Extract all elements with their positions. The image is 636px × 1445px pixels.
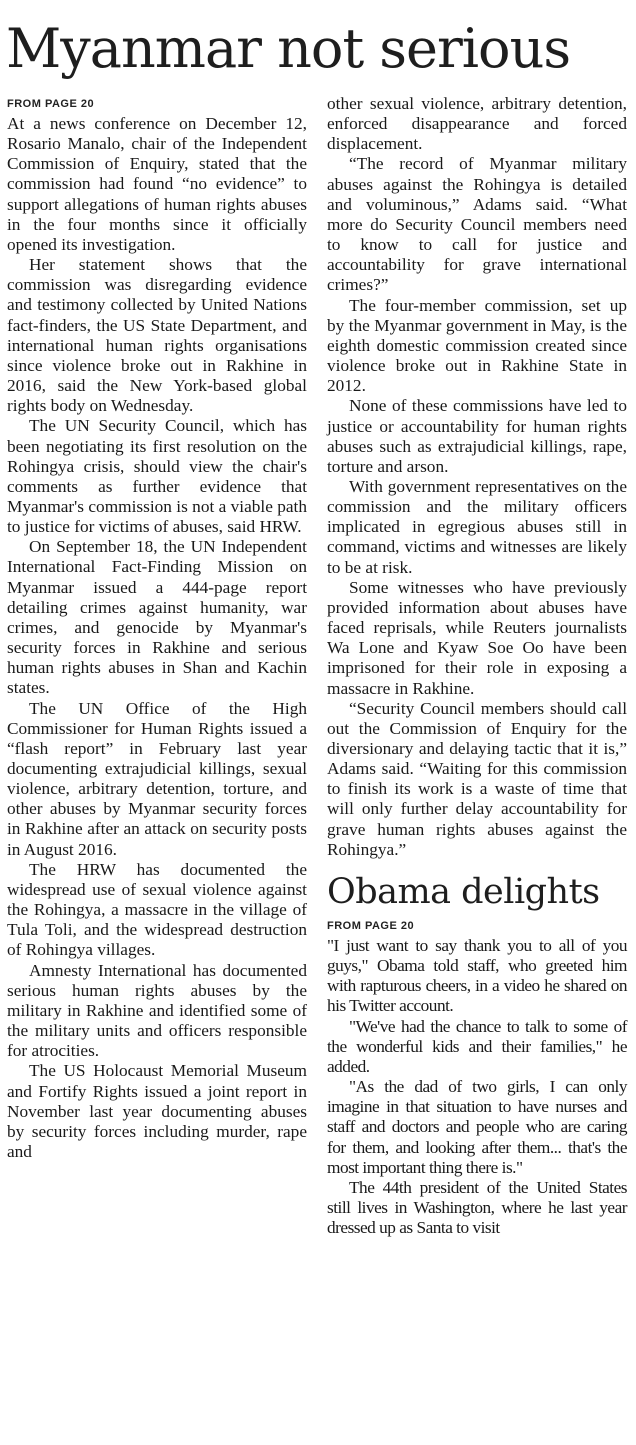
article-right-column <box>327 94 627 1238</box>
article-paragraph: At a news conference on December 12, Rosario Manalo, chair of the Independent Commission of Enquiry, stated that the commission had found “no evidence” to support allegations of human rights abuses in the four months since it officially opened its investigation. <box>7 114 307 254</box>
article-paragraph: The four-member commission, set up by the Myanmar government in May, is the eighth domestic commission created since violence broke out in Rakhine State in 2012. <box>327 295 627 396</box>
article-paragraph: On September 18, the UN Independent International Fact-Finding Mission on Myanmar issued a 444-page report detailing crimes against humanity, war crimes, and genocide by Myanmar's security forces in Rakhine and serious human rights abuses in Shan and Kachin states. <box>7 537 307 698</box>
article-paragraph: None of these commissions have led to justice or accountability for human rights abuses such as extrajudicial killings, rape, torture and arson. <box>327 396 627 476</box>
article-paragraph: The 44th president of the United States still lives in Washington, where he last year dressed up as Santa to visit <box>327 1177 627 1238</box>
article-paragraph: The UN Office of the High Commissioner for Human Rights issued a “flash report” in February last year documenting extrajudicial killings, sexual violence, arbitrary detention, torture, and other abuses by Myanmar security forces in Rakhine after an attack on security posts in August 2016. <box>7 698 307 859</box>
article-paragraph: Amnesty International has documented serious human rights abuses by the military in Rakhine and identified some of the military units and officers responsible for atrocities. <box>7 960 307 1061</box>
article-paragraph: other sexual violence, arbitrary detention, enforced disappearance and forced displacement. <box>327 94 627 154</box>
second-article-headline: Obama delights <box>327 871 600 912</box>
article-paragraph: “The record of Myanmar military abuses against the Rohingya is detailed and voluminous,” Adams said. “What more do Security Council members need to know to call for justice and accountability for grave international crimes?” <box>327 154 627 295</box>
from-page-label: FROM PAGE 20 <box>327 919 415 932</box>
article-paragraph: Her statement shows that the commission was disregarding evidence and testimony collected by United Nations fact-finders, the US State Department, and international human rights organisations since violence broke out in Rakhine in 2016, said the New York-based global rights body on Wednesday. <box>7 255 307 416</box>
article-paragraph: The HRW has documented the widespread use of sexual violence against the Rohingya, a massacre in the village of Tula Toli, and the widespread destruction of Rohingya villages. <box>7 859 307 960</box>
page-headline: Myanmar not serious <box>6 17 571 80</box>
from-page-label: FROM PAGE 20 <box>7 98 95 110</box>
article-paragraph: "As the dad of two girls, I can only imagine in that situation to have nurses and staff and doctors and people who are caring for them, and looking after them... that's the most important thing there is." <box>327 1077 627 1177</box>
article-paragraph: "We've had the chance to talk to some of the wonderful kids and their families," he added. <box>327 1016 627 1076</box>
article-paragraph: “Security Council members should call out the Commission of Enquiry for the diversionary and delaying tactic that it is,” Adams said. “Waiting for this commission to finish its work is a waste of time that will only further delay accountability for grave human rights abuses against the Rohingya.” <box>327 698 627 859</box>
article-paragraph: The UN Security Council, which has been negotiating its first resolution on the Rohingya crisis, should view the chair's comments as further evidence that Myanmar's commission is not a viable path to justice for victims of abuses, said HRW. <box>7 416 307 537</box>
article-paragraph: With government representatives on the commission and the military officers implicated in egregious abuses still in command, victims and witnesses are likely to be at risk. <box>327 476 627 577</box>
article-paragraph: Some witnesses who have previously provided information about abuses have faced reprisals, while Reuters journalists Wa Lone and Kyaw Soe Oo have been imprisoned for their role in exposing a massacre in Rakhine. <box>327 577 627 698</box>
article-paragraph: "I just want to say thank you to all of you guys," Obama told staff, who greeted him with rapturous cheers, in a video he shared on his Twitter account. <box>327 935 627 1016</box>
article-left-column <box>7 94 307 1162</box>
article-paragraph: The US Holocaust Memorial Museum and Fortify Rights issued a joint report in November last year documenting abuses by security forces including murder, rape and <box>7 1061 307 1161</box>
